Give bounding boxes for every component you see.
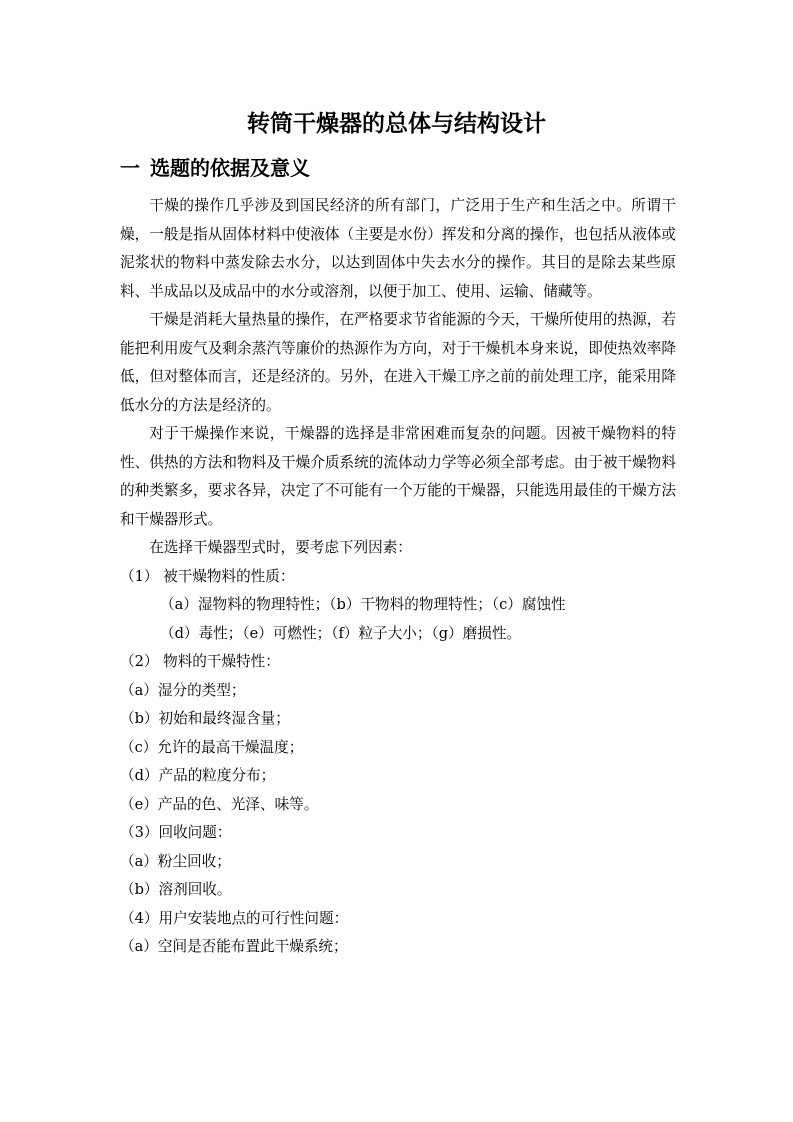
paragraph-2: 干燥是消耗大量热量的操作，在严格要求节省能源的今天，干燥所使用的热源，若能把利用废气及剩余蒸汽等廉价的热源作为方向，对于干燥机本身来说，即使热效率降低，但对整体而言，还是经济的。另外，在进入干燥工序之前的前处理工序，能采用降低水分的方法是经济的。 [120, 311, 676, 414]
list-item: （b）溶剂回收。 [120, 881, 232, 898]
section-heading-text: 选题的依据及意义 [150, 156, 310, 180]
list-item: （2） 物料的干燥特性： [120, 653, 280, 670]
list-item: （a）空间是否能布置此干燥系统； [120, 938, 348, 955]
list-item: （3）回收问题： [120, 824, 232, 841]
list-item: （d）产品的粒度分布； [120, 767, 276, 784]
list-item: （1） 被干燥物料的性质： [120, 567, 295, 585]
list-item: （c）允许的最高干燥温度； [120, 738, 304, 756]
list-item: （a）湿物料的物理特性；（b）干物料的物理特性；（c）腐蚀性 [160, 596, 566, 613]
list-item: （a）粉尘回收； [120, 852, 231, 870]
section-number: 一 [120, 156, 140, 180]
list-intro: 在选择干燥器型式时，要考虑下列因素： [149, 539, 412, 556]
body-text [120, 192, 676, 962]
list-item: （b）初始和最终湿含量； [120, 710, 290, 727]
list-item: （4）用户安装地点的可行性问题： [120, 909, 349, 927]
paragraph-3: 对于干燥操作来说，干燥器的选择是非常困难而复杂的问题。因被干燥物料的特性、供热的方法和物料及干燥介质系统的流体动力学等必须全部考虑。由于被干燥物料的种类繁多，要求各异，决定了不可能有一个万能的干燥器，只能选用最佳的干燥方法和干燥器形式。 [120, 425, 676, 528]
factor-list [120, 534, 676, 962]
list-item: （d）毒性；（e）可燃性；（f）粒子大小；（g）磨损性。 [160, 624, 522, 642]
list-item: （a）湿分的类型； [120, 681, 246, 699]
document-title: 转筒干燥器的总体与结构设计 [247, 111, 546, 137]
paragraph-1: 干燥的操作几乎涉及到国民经济的所有部门，广泛用于生产和生活之中。所谓干燥，一般是指从固体材料中使液体（主要是水份）挥发和分离的操作，也包括从液体或泥浆状的物料中蒸发除去水分，以达到固体中失去水分的操作。其目的是除去某些原料、半成品以及成品中的水分或溶剂，以便于加工、使用、运输、储藏等。 [120, 197, 676, 300]
section-heading [120, 153, 310, 183]
list-item: （e）产品的色、光泽、味等。 [120, 795, 319, 813]
